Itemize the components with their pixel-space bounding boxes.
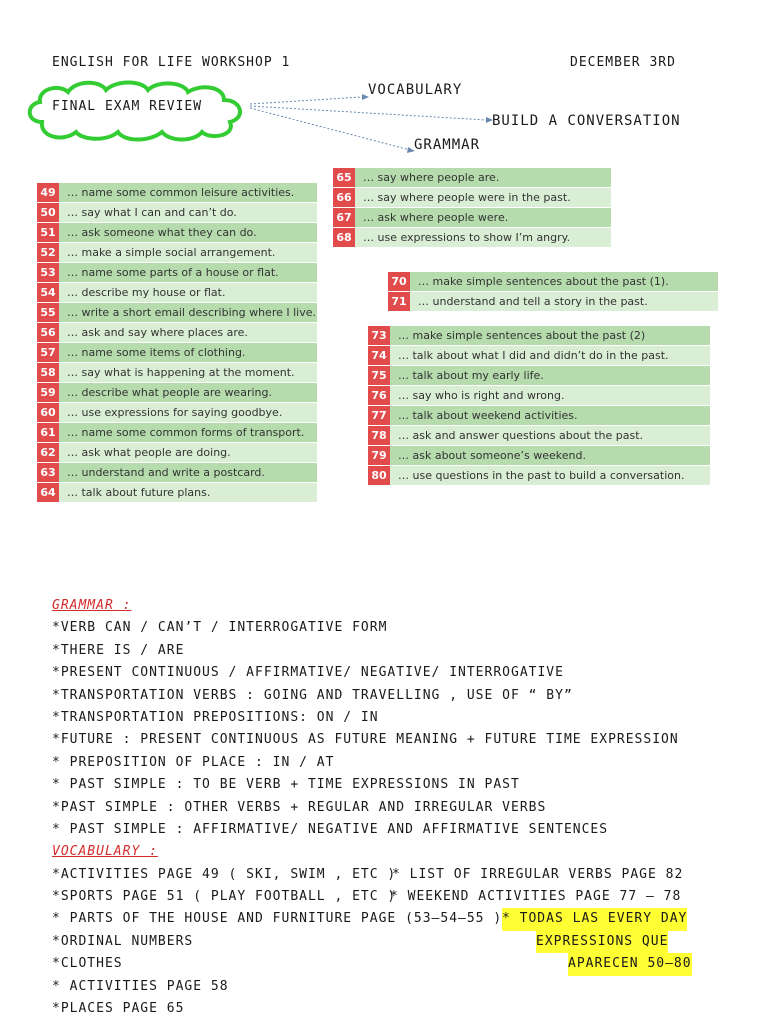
branch-vocabulary: VOCABULARY [368, 82, 463, 98]
table-row [37, 283, 317, 302]
objective-text: … ask and answer questions about the past. [390, 426, 710, 445]
objectives-table-left [37, 183, 317, 503]
grammar-item: *THERE IS / ARE [52, 642, 185, 658]
objective-text: … understand and tell a story in the past. [410, 292, 718, 311]
objective-text: … ask where people were. [355, 208, 611, 227]
objective-text: … say who is right and wrong. [390, 386, 710, 405]
table-row [368, 326, 710, 345]
vocabulary-left: *ORDINAL NUMBERS [52, 933, 194, 949]
objective-number: 58 [37, 363, 59, 382]
objective-text: … say what I can and can’t do. [59, 203, 317, 222]
objective-text: … describe what people are wearing. [59, 383, 317, 402]
highlighted-note: * TODAS LAS EVERY DAY [502, 908, 687, 930]
grammar-item: *FUTURE : PRESENT CONTINUOUS AS FUTURE MEANING + FUTURE TIME EXPRESSION [52, 732, 679, 748]
objective-number: 71 [388, 292, 410, 311]
highlighted-note: APARECEN 50–80 [568, 953, 692, 975]
vocabulary-right: * WEEKEND ACTIVITIES PAGE 77 – 78 [390, 889, 682, 905]
branch-grammar: GRAMMAR [414, 137, 481, 153]
grammar-item: *PRESENT CONTINUOUS / AFFIRMATIVE/ NEGATIVE/ INTERROGATIVE [52, 665, 564, 681]
table-row [368, 386, 710, 405]
table-row [368, 366, 710, 385]
objective-text: … talk about my early life. [390, 366, 710, 385]
vocabulary-left: *ACTIVITIES PAGE 49 ( SKI, SWIM , ETC ) [52, 866, 397, 882]
objective-text: … understand and write a postcard. [59, 463, 317, 482]
objectives-table-small [388, 272, 718, 312]
table-row [333, 168, 611, 187]
objective-text: … name some common leisure activities. [59, 183, 317, 202]
objective-number: 64 [37, 483, 59, 502]
objective-number: 74 [368, 346, 390, 365]
grammar-item: *TRANSPORTATION PREPOSITIONS: ON / IN [52, 709, 379, 725]
objective-text: … talk about what I did and didn’t do in the past. [390, 346, 710, 365]
vocabulary-left: * PARTS OF THE HOUSE AND FURNITURE PAGE (53–54–55 ) [52, 911, 503, 927]
objective-text: … talk about future plans. [59, 483, 317, 502]
objective-text: … talk about weekend activities. [390, 406, 710, 425]
table-row [333, 228, 611, 247]
grammar-list [52, 617, 679, 841]
notes-section [52, 595, 692, 1020]
table-row [37, 363, 317, 382]
vocabulary-item [52, 998, 679, 1020]
objective-text: … use expressions to show I’m angry. [355, 228, 611, 247]
table-row [37, 403, 317, 422]
vocabulary-item [52, 886, 682, 908]
objective-number: 65 [333, 168, 355, 187]
objective-text: … say where people were in the past. [355, 188, 611, 207]
objective-text: … ask someone what they can do. [59, 223, 317, 242]
table-row [37, 223, 317, 242]
vocabulary-item [52, 953, 692, 975]
objective-number: 80 [368, 466, 390, 485]
table-row [37, 303, 317, 322]
grammar-heading: GRAMMAR : [52, 598, 132, 613]
objective-number: 51 [37, 223, 59, 242]
table-row [37, 263, 317, 282]
table-row [37, 463, 317, 482]
table-row [368, 466, 710, 485]
objective-text: … name some common forms of transport. [59, 423, 317, 442]
objective-text: … say what is happening at the moment. [59, 363, 317, 382]
objective-number: 60 [37, 403, 59, 422]
objective-number: 57 [37, 343, 59, 362]
objective-text: … ask what people are doing. [59, 443, 317, 462]
objective-number: 61 [37, 423, 59, 442]
objective-text: … make simple sentences about the past (2) [390, 326, 710, 345]
objective-number: 73 [368, 326, 390, 345]
table-row [388, 272, 718, 291]
objective-number: 62 [37, 443, 59, 462]
objective-number: 54 [37, 283, 59, 302]
objective-number: 70 [388, 272, 410, 291]
table-row [333, 188, 611, 207]
objective-number: 59 [37, 383, 59, 402]
objective-text: … use questions in the past to build a conversation. [390, 466, 710, 485]
vocabulary-left: *SPORTS PAGE 51 ( PLAY FOOTBALL , ETC ) [52, 889, 397, 905]
grammar-item: * PAST SIMPLE : AFFIRMATIVE/ NEGATIVE AND AFFIRMATIVE SENTENCES [52, 821, 609, 837]
table-row [37, 183, 317, 202]
grammar-item: *PAST SIMPLE : OTHER VERBS + REGULAR AND IRREGULAR VERBS [52, 799, 547, 815]
cloud-label: FINAL EXAM REVIEW [52, 99, 203, 114]
objective-number: 63 [37, 463, 59, 482]
workshop-title: ENGLISH FOR LIFE WORKSHOP 1 [52, 55, 291, 70]
grammar-item: * PAST SIMPLE : TO BE VERB + TIME EXPRESSIONS IN PAST [52, 777, 520, 793]
vocabulary-heading: VOCABULARY : [52, 844, 158, 860]
objective-number: 56 [37, 323, 59, 342]
objective-number: 77 [368, 406, 390, 425]
table-row [37, 343, 317, 362]
vocabulary-item [52, 931, 679, 953]
table-row [37, 423, 317, 442]
vocabulary-right: * LIST OF IRREGULAR VERBS PAGE 82 [392, 866, 684, 882]
objective-number: 49 [37, 183, 59, 202]
objective-text: … ask and say where places are. [59, 323, 317, 342]
grammar-item: * PREPOSITION OF PLACE : IN / AT [52, 754, 335, 770]
vocabulary-item [52, 864, 684, 886]
objective-text: … name some parts of a house or flat. [59, 263, 317, 282]
table-row [37, 203, 317, 222]
table-row [37, 443, 317, 462]
objective-text: … say where people are. [355, 168, 611, 187]
branch-conversation: BUILD A CONVERSATION [492, 113, 681, 129]
objective-number: 68 [333, 228, 355, 247]
table-row [37, 483, 317, 502]
table-row [37, 383, 317, 402]
table-row [368, 406, 710, 425]
objective-text: … make a simple social arrangement. [59, 243, 317, 262]
vocabulary-list [52, 864, 692, 1021]
vocabulary-item [52, 908, 688, 930]
objective-text: … name some items of clothing. [59, 343, 317, 362]
objective-text: … make simple sentences about the past (1). [410, 272, 718, 291]
table-row [368, 346, 710, 365]
objective-number: 78 [368, 426, 390, 445]
objective-text: … ask about someone’s weekend. [390, 446, 710, 465]
objective-number: 66 [333, 188, 355, 207]
objectives-table-right [368, 326, 710, 486]
objective-text: … write a short email describing where I live. [59, 303, 317, 322]
grammar-item: *VERB CAN / CAN’T / INTERROGATIVE FORM [52, 620, 388, 636]
objective-text: … use expressions for saying goodbye. [59, 403, 317, 422]
table-row [333, 208, 611, 227]
vocabulary-item [52, 976, 679, 998]
table-row [37, 323, 317, 342]
vocabulary-left: *CLOTHES [52, 956, 123, 972]
objective-number: 75 [368, 366, 390, 385]
table-row [388, 292, 718, 311]
table-row [37, 243, 317, 262]
vocabulary-left: *PLACES PAGE 65 [52, 1001, 185, 1017]
table-row [368, 426, 710, 445]
highlighted-note: EXPRESSIONS QUE [536, 931, 668, 953]
objective-number: 52 [37, 243, 59, 262]
objective-number: 50 [37, 203, 59, 222]
grammar-item: *TRANSPORTATION VERBS : GOING AND TRAVELLING , USE OF “ BY” [52, 687, 573, 703]
objective-text: … describe my house or flat. [59, 283, 317, 302]
vocabulary-left: * ACTIVITIES PAGE 58 [52, 978, 229, 994]
objective-number: 53 [37, 263, 59, 282]
objectives-table-mid [333, 168, 611, 248]
objective-number: 67 [333, 208, 355, 227]
date-label: DECEMBER 3RD [570, 55, 676, 70]
objective-number: 79 [368, 446, 390, 465]
table-row [368, 446, 710, 465]
objective-number: 55 [37, 303, 59, 322]
objective-number: 76 [368, 386, 390, 405]
